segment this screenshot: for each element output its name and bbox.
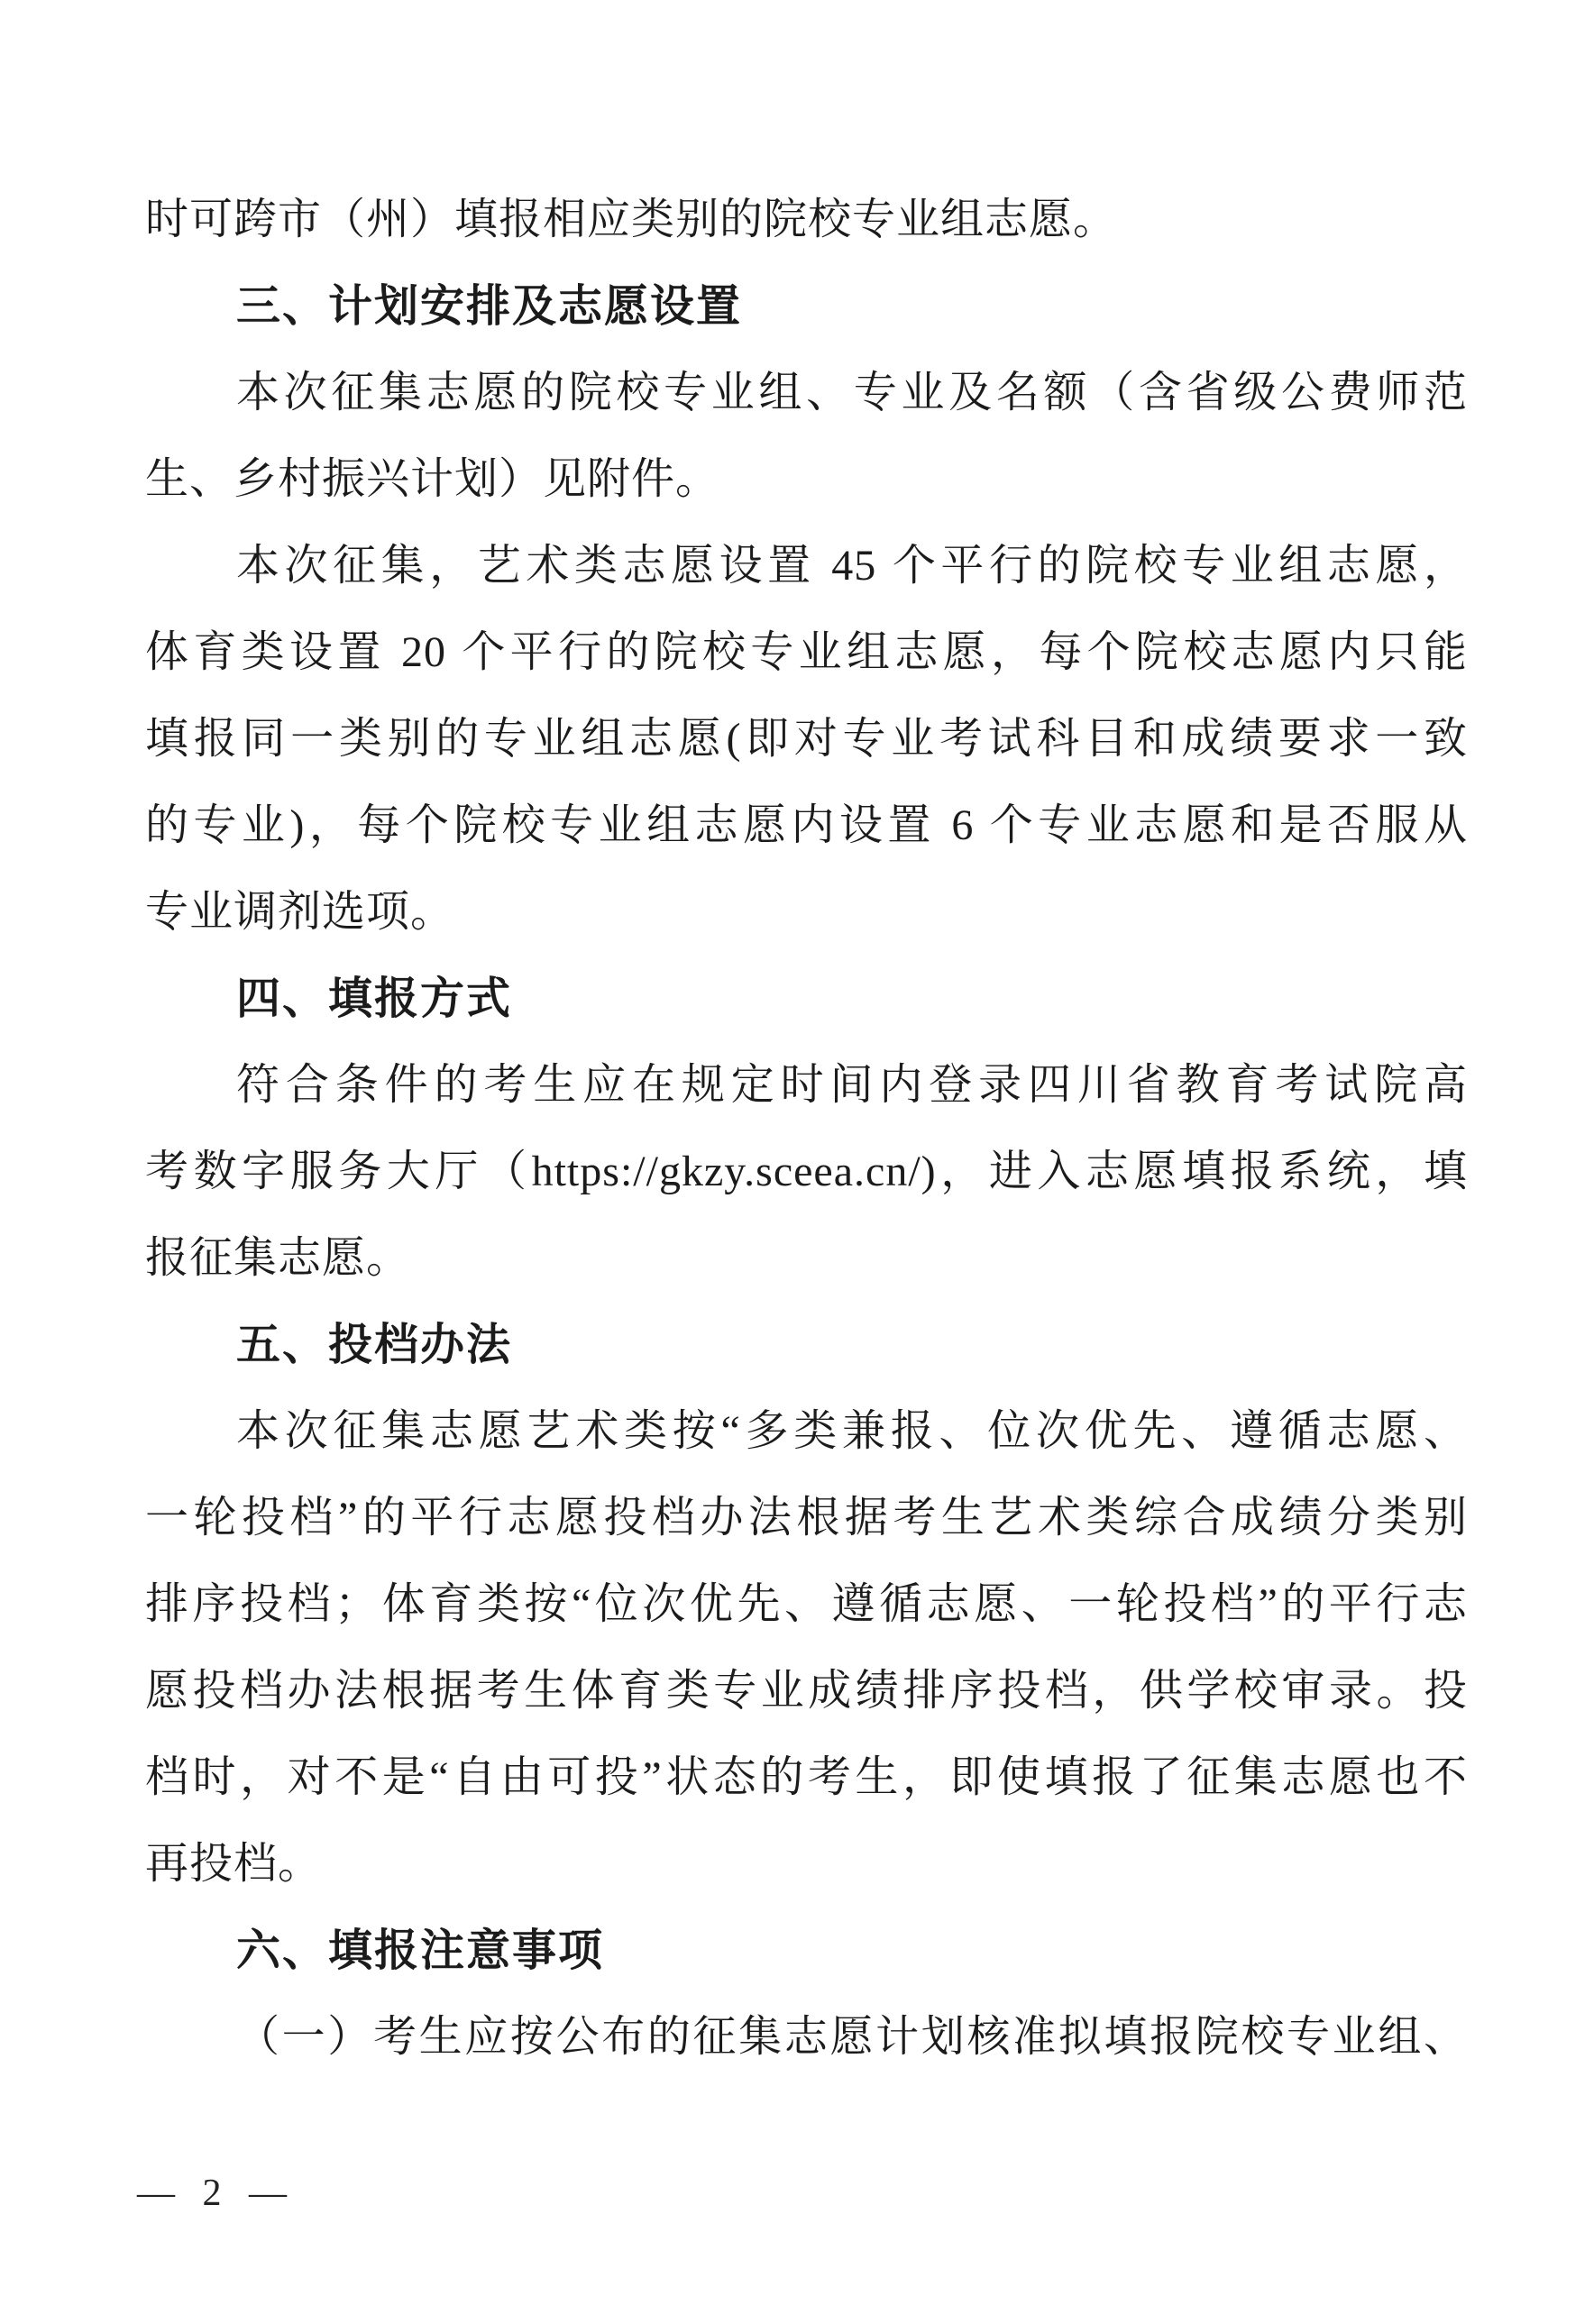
section-heading: 四、填报方式 [236,974,513,1023]
text-line: 愿投档办法根据考生体育类专业成绩排序投档，供学校审录。投 [145,1667,1468,1715]
text-line: 报征集志愿。 [145,1234,411,1282]
section-heading: 六、填报注意事项 [236,1926,605,1975]
text-line: 档时，对不是“自由可投”状态的考生，即使填报了征集志愿也不 [145,1753,1468,1801]
text-line: 时可跨市（州）填报相应类别的院校专业组志愿。 [145,196,1118,243]
text-line: 专业调剂选项。 [145,888,455,936]
text-line: （一）考生应按公布的征集志愿计划核准拟填报院校专业组、 [236,2013,1468,2061]
section-heading: 五、投档办法 [236,1321,513,1369]
page-number: — 2 — [137,2173,296,2214]
text-line: 生、乡村振兴计划）见附件。 [145,455,720,503]
text-line: 符合条件的考生应在规定时间内登录四川省教育考试院高 [236,1061,1468,1109]
text-line: 考数字服务大厅（https://gkzy.sceea.cn/)，进入志愿填报系统，填 [145,1148,1468,1195]
text-line: 一轮投档”的平行志愿投档办法根据考生艺术类综合成绩分类别 [145,1494,1468,1542]
text-line: 本次征集志愿的院校专业组、专业及名额（含省级公费师范 [236,369,1468,416]
text-line: 再投档。 [145,1840,323,1888]
text-line: 本次征集志愿艺术类按“多类兼报、位次优先、遵循志愿、 [236,1407,1468,1455]
text-line: 本次征集，艺术类志愿设置 45 个平行的院校专业组志愿， [236,542,1468,590]
text-line: 填报同一类别的专业组志愿(即对专业考试科目和成绩要求一致 [145,715,1468,763]
section-heading: 三、计划安排及志愿设置 [236,282,743,331]
text-line: 体育类设置 20 个平行的院校专业组志愿，每个院校志愿内只能 [145,628,1468,676]
document-body [145,177,1468,2081]
text-line: 排序投档；体育类按“位次优先、遵循志愿、一轮投档”的平行志 [145,1580,1468,1628]
text-line: 的专业)，每个院校专业组志愿内设置 6 个专业志愿和是否服从 [145,801,1468,849]
